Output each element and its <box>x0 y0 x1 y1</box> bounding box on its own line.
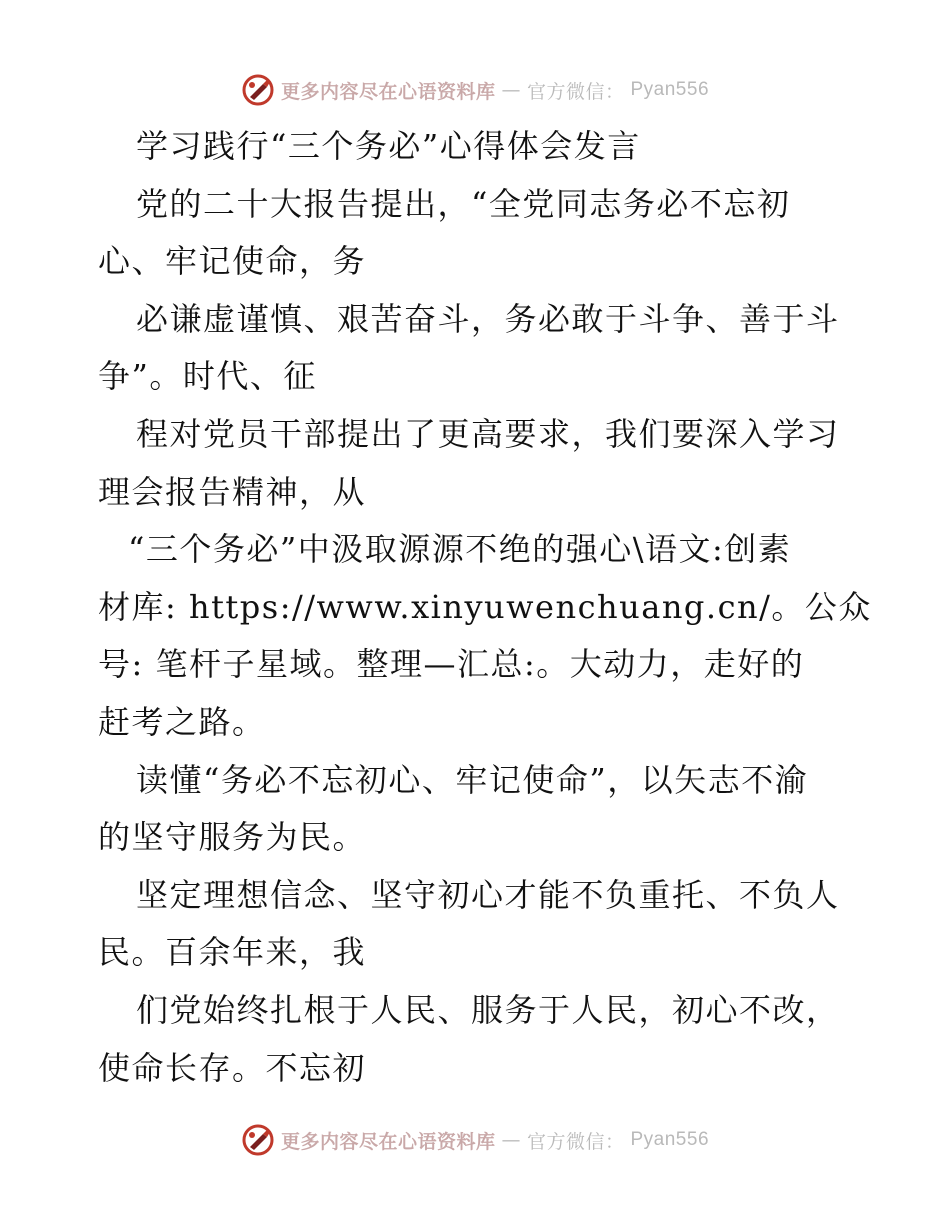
text-line: 必谦虚谨慎、艰苦奋斗，务必敢于斗争、善于斗 <box>136 299 840 338</box>
banner-separator: — <box>501 1129 521 1151</box>
brand-logo-icon <box>241 73 275 107</box>
text-line: 坚定理想信念、坚守初心才能不负重托、不负人 <box>136 875 840 914</box>
banner-main-text: 更多内容尽在心语资料库 <box>280 1130 496 1153</box>
text-line: 使命长存。不忘初 <box>98 1048 367 1087</box>
text-line: 读懂“务必不忘初心、牢记使命”，以矢志不渝 <box>136 760 809 799</box>
banner-separator: — <box>501 79 521 101</box>
text-line: 号: 笔杆子星域。整理—汇总:。大动力，走好的 <box>98 645 805 684</box>
text-line: 心、牢记使命，务 <box>98 242 367 281</box>
banner-main-text: 更多内容尽在心语资料库 <box>280 80 496 103</box>
banner-wechat-id: Pyan556 <box>630 79 710 100</box>
text-line: 赶考之路。 <box>98 702 266 741</box>
text-line: “三个务必”中汲取源源不绝的强心\语文:创素 <box>128 530 792 569</box>
text-line: 争”。时代、征 <box>98 357 317 396</box>
text-line: 们党始终扎根于人民、服务于人民，初心不改， <box>136 990 840 1029</box>
text-line: 的坚守服务为民。 <box>98 818 367 857</box>
banner-wechat-id: Pyan556 <box>630 1129 710 1150</box>
text-line: 程对党员干部提出了更高要求，我们要深入学习 <box>136 414 840 453</box>
header-banner <box>0 72 950 108</box>
brand-logo-icon <box>241 1123 275 1157</box>
document-body <box>98 118 872 1097</box>
text-line: 民。百余年来，我 <box>98 933 367 972</box>
text-line-url: 材库: https://www.xinyuwenchuang.cn/。公众 <box>98 587 872 626</box>
banner-wechat-label: 官方微信： <box>526 80 625 103</box>
doc-title: 学习践行“三个务必”心得体会发言 <box>136 127 641 165</box>
text-line: 理会报告精神，从 <box>98 472 367 511</box>
footer-banner <box>0 1122 950 1158</box>
banner-wechat-label: 官方微信： <box>526 1130 625 1153</box>
text-line: 党的二十大报告提出，“全党同志务必不忘初 <box>136 184 791 223</box>
